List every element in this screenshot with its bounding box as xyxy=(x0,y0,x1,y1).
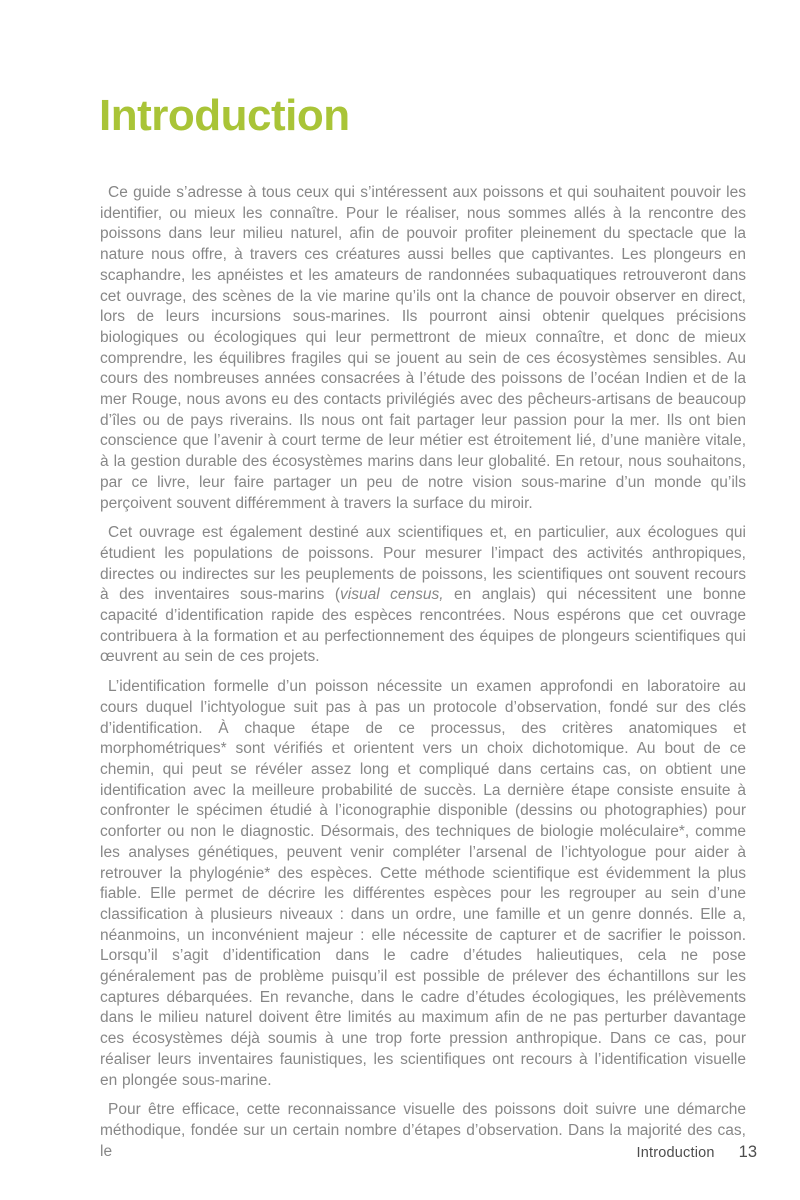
paragraph xyxy=(100,677,746,1091)
body-text xyxy=(100,183,746,1171)
paragraph xyxy=(100,523,746,668)
footer-running-head: Introduction xyxy=(636,1145,715,1161)
page-title: Introduction xyxy=(99,91,350,140)
italic-text: visual census, xyxy=(340,586,444,604)
page-footer xyxy=(636,1143,757,1162)
paragraph-text: en anglais) qui nécessitent une bonne capacité d’identification rapide des espèces rencontrées. Nous espérons que cet ouvrage contribuera à la formation et au perfectionnement des équipes de plongeurs scientifiques qui œuvrent au sein de ces projets. xyxy=(100,586,746,666)
paragraph-text: Cet ouvrage est également destiné aux scientifiques et, en particulier, aux écologues qui étudient les populations de poissons. Pour mesurer l’impact des activités anthropiques, directes ou indirectes sur les peuplements de poissons, les scientifiques ont souvent recours à des inventaires sous-marins ( xyxy=(100,524,746,604)
paragraph-text: L’identification formelle d’un poisson nécessite un examen approfondi en laboratoire au cours duquel l’ichtyologue suit pas à pas un protocole d’observation, fondé sur des clés d’identification. À chaque étape de ce processus, des critères anatomiques et morphométriques* sont vérifiés et orientent vers un choix dichotomique. Au bout de ce chemin, qui peut se révéler assez long et compliqué dans certains cas, on obtient une identification avec la meilleure probabilité de succès. La dernière étape consiste ensuite à confronter le spécimen étudié à l’iconographie disponible (dessins ou photographies) pour conforter ou non le diagnostic. Désormais, des techniques de biologie moléculaire*, comme les analyses génétiques, peuvent venir compléter l’arsenal de l’ichtyologue pour aider à retrouver la phylogénie* des espèces. Cette méthode scientifique est évidemment la plus fiable. Elle permet de décrire les différentes espèces pour les regrouper au sein d’une classification à plusieurs niveaux : dans un ordre, une famille et un genre donnés. Elle a, néanmoins, un inconvénient majeur : elle nécessite de capturer et de sacrifier le poisson. Lorsqu’il s’agit d’identification dans le cadre d’études halieutiques, cela ne pose généralement pas de problème puisqu’il est possible de prélever des échantillons sur les captures débarquées. En revanche, dans le cadre d’études écologiques, les prélèvements dans le milieu naturel doivent être limités au maximum afin de ne pas perturber davantage ces écosystèmes déjà soumis à une trop forte pression anthropique. Dans ce cas, pour réaliser leurs inventaires faunistiques, les scientifiques ont recours à l’identification visuelle en plongée sous-marine. xyxy=(100,678,746,1089)
footer-page-number: 13 xyxy=(738,1143,757,1161)
paragraph xyxy=(100,183,746,514)
paragraph-text: Ce guide s’adresse à tous ceux qui s’intéressent aux poissons et qui souhaitent pouvoir les identifier, ou mieux les connaître. Pour le réaliser, nous sommes allés à la rencontre des poissons dans leur milieu naturel, afin de pouvoir profiter pleinement du spectacle que la nature nous offre, à travers ces créatures aussi belles que captivantes. Les plongeurs en scaphandre, les apnéistes et les amateurs de randonnées subaquatiques retrouveront dans cet ouvrage, des scènes de la vie marine qu’ils ont la chance de pouvoir observer en direct, lors de leurs incursions sous-marines. Ils pourront ainsi obtenir quelques précisions biologiques ou écologiques qui leur permettront de mieux connaître, et donc de mieux comprendre, les équilibres fragiles qui se jouent au sein de ces écosystèmes sensibles. Au cours des nombreuses années consacrées à l’étude des poissons de l’océan Indien et de la mer Rouge, nous avons eu des contacts privilégiés avec des pêcheurs-artisans de beaucoup d’îles ou de pays riverains. Ils nous ont fait partager leur passion pour la mer. Ils ont bien conscience que l’avenir à court terme de leur métier est étroitement lié, d’une manière vitale, à la gestion durable des écosystèmes marins dans leur globalité. En retour, nous souhaitons, par ce livre, leur faire partager un peu de notre vision sous-marine d’un monde qu’ils perçoivent souvent différemment à travers la surface du miroir. xyxy=(100,184,746,512)
paragraph-text: Pour être efficace, cette reconnaissance visuelle des poissons doit suivre une démarche méthodique, fondée sur un certain nombre d’étapes d’observation. Dans la majorité des cas, le xyxy=(100,1101,746,1160)
